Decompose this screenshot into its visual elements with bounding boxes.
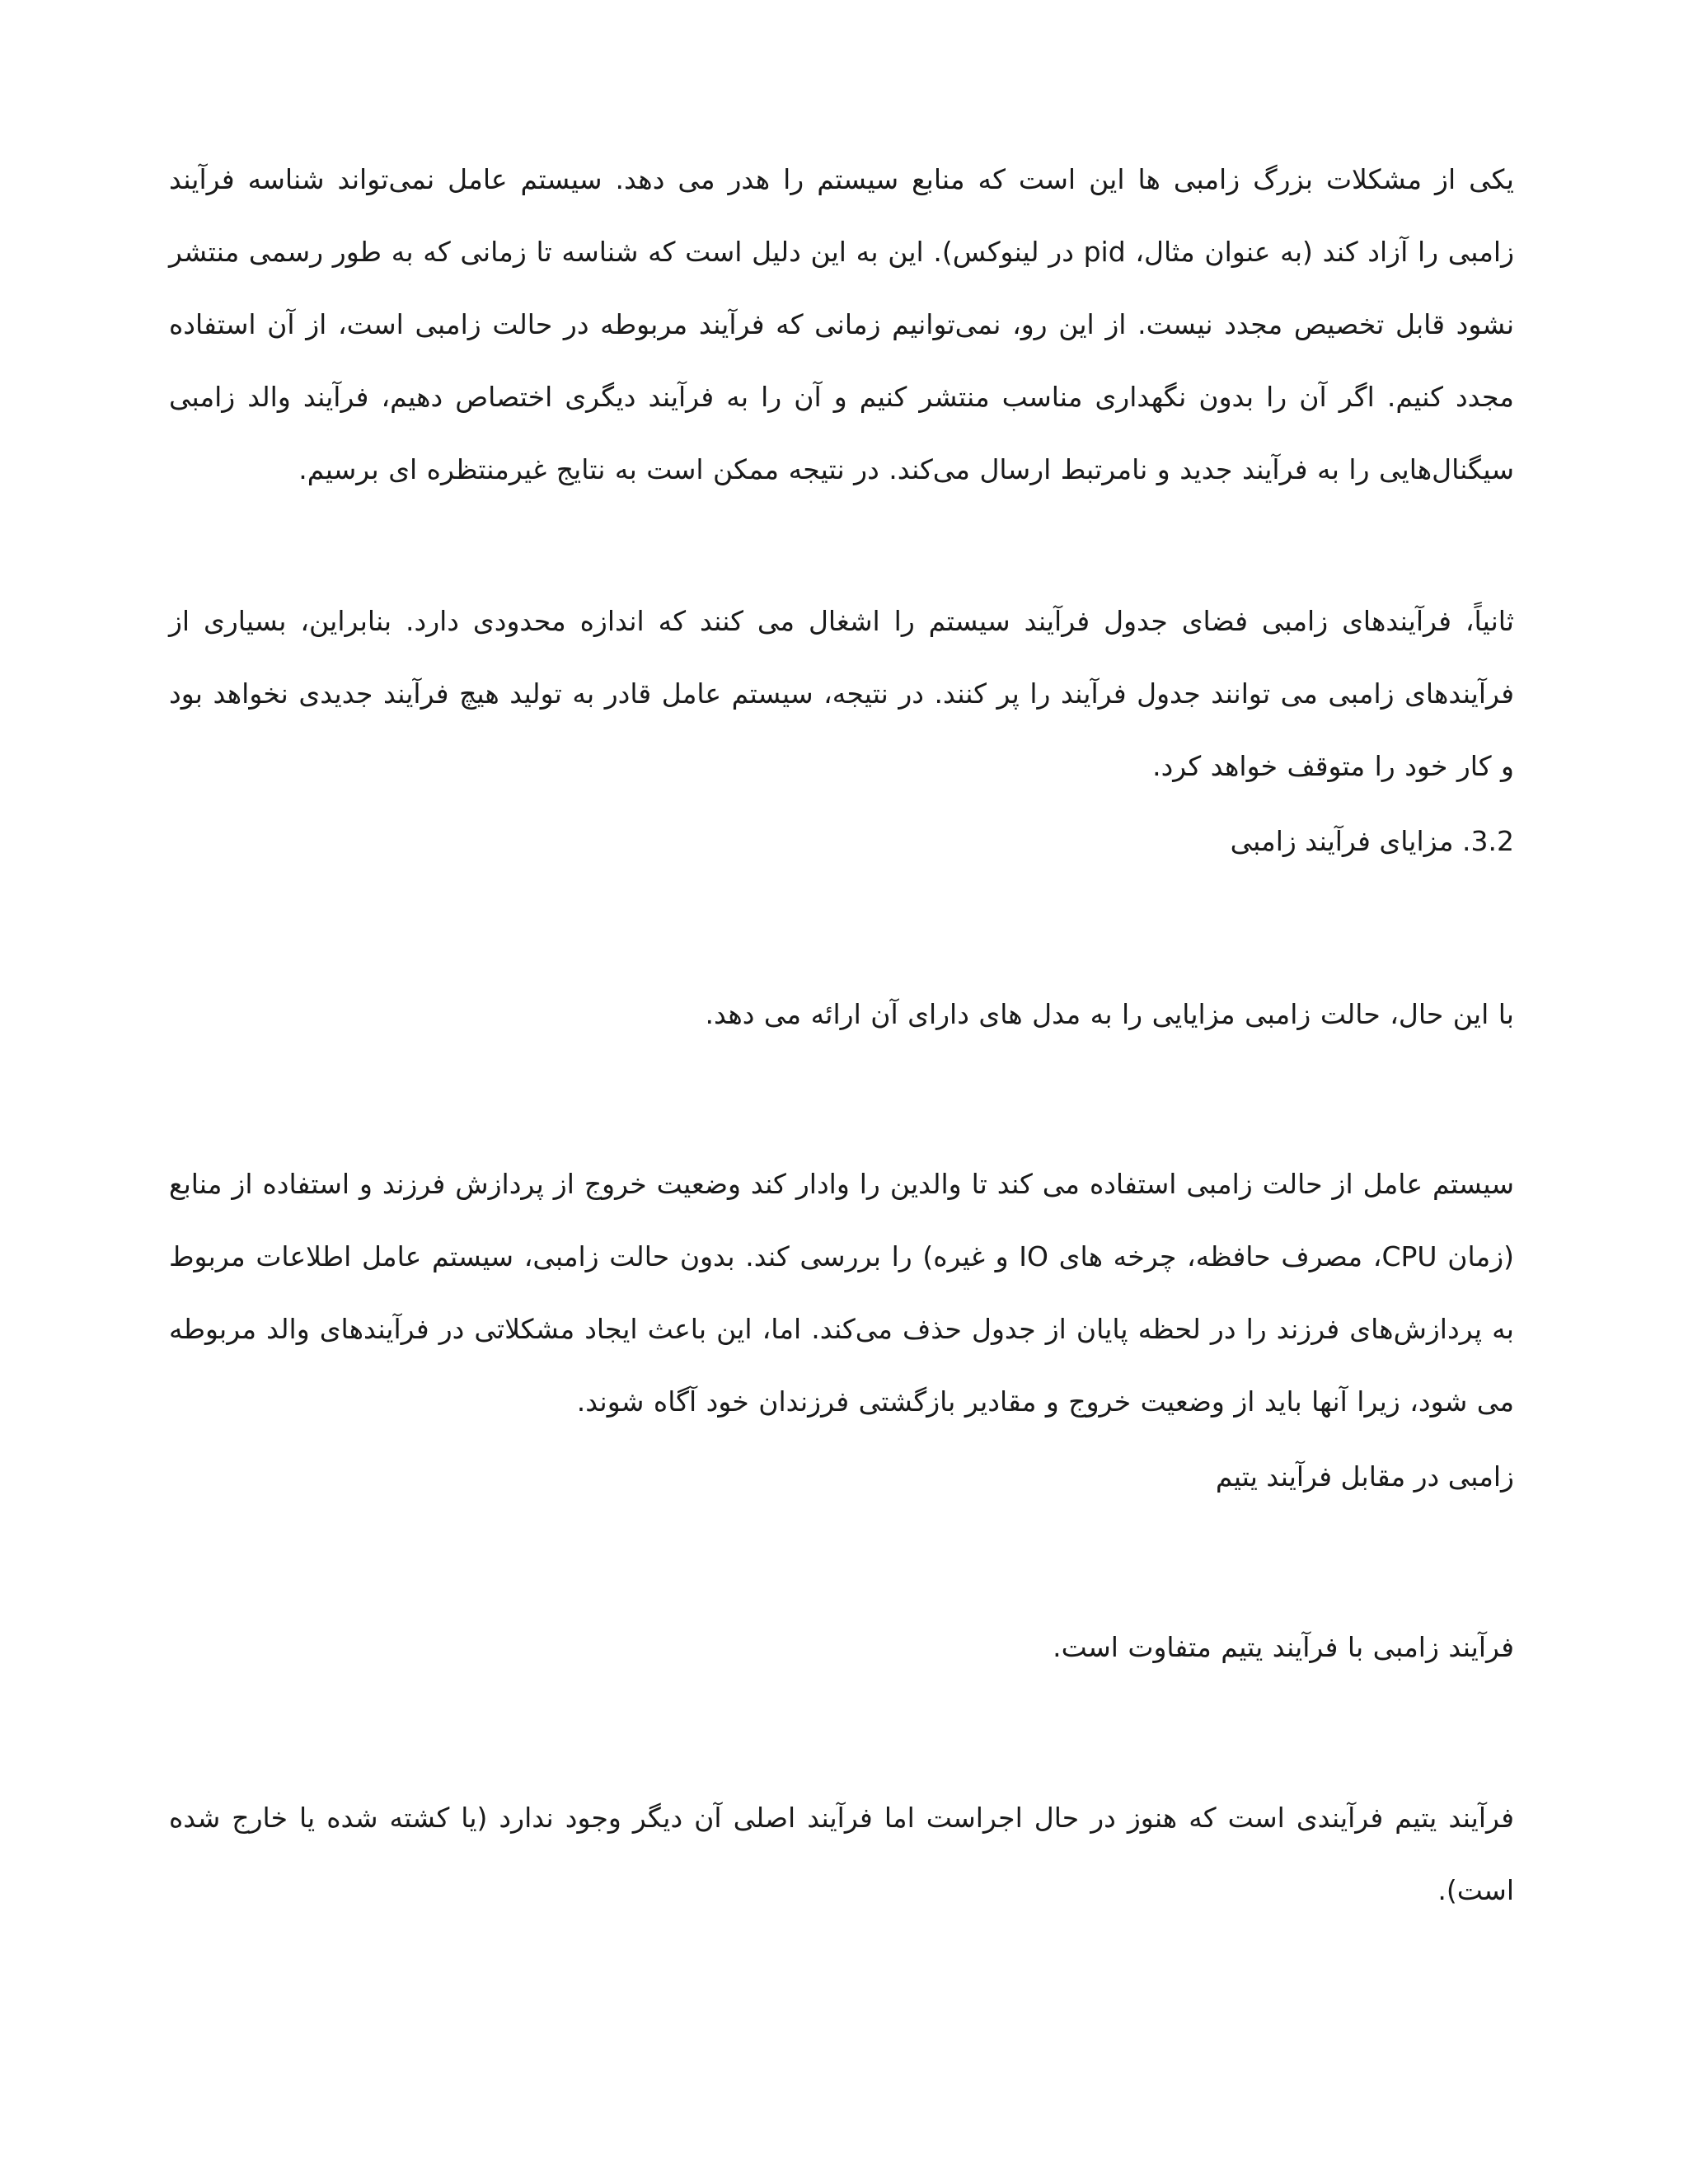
section-heading-zombie-vs-orphan: زامبی در مقابل فرآیند یتیم <box>1215 1460 1514 1493</box>
paragraph-zombie-resource-waste: یکی از مشکلات بزرگ زامبی ها این است که منابع سیستم را هدر می دهد. سیستم عامل نمی‌تواند شناسه فرآیند زامبی را آزاد کند (به عنوان مثال، pid در لینوکس). این به این دلیل است که شناسه تا زمانی که به طور رسمی منتشر نشود قابل تخصیص مجدد نیست. از این رو، نمی‌توانیم زمانی که فرآیند مربوطه در حالت زامبی است، از آن استفاده مجدد کنیم. اگر آن را بدون نگهداری مناسب منتشر کنیم و آن را به فرآیند دیگری اختصاص دهیم، فرآیند والد زامبی سیگنال‌هایی را به فرآیند جدید و نامرتبط ارسال می‌کند. در نتیجه ممکن است به نتایج غیرمنتظره ای برسیم. <box>169 163 1515 485</box>
document-body <box>169 0 1514 2184</box>
paragraph-orphan-definition: فرآیند یتیم فرآیندی است که هنوز در حال اجراست اما فرآیند اصلی آن دیگر وجود ندارد (یا کشته شده یا خارج شده است). <box>169 1802 1514 1906</box>
section-heading-zombie-advantages: 3.2. مزایای فرآیند زامبی <box>1230 825 1514 857</box>
paragraph-zombie-advantages-intro: با این حال، حالت زامبی مزایایی را به مدل های دارای آن ارائه می دهد. <box>705 998 1514 1030</box>
paragraph-zombie-differs-orphan: فرآیند زامبی با فرآیند یتیم متفاوت است. <box>1053 1631 1514 1663</box>
paragraph-process-table-space: ثانیاً، فرآیندهای زامبی فضای جدول فرآیند سیستم را اشغال می کنند که اندازه محدودی دارد. بنابراین، بسیاری از فرآیندهای زامبی می توانند جدول فرآیند را پر کنند. در نتیجه، سیستم عامل قادر به تولید هیچ فرآیند جدیدی نخواهد بود و کار خود را متوقف خواهد کرد. <box>169 605 1514 782</box>
paragraph-exit-status-check: سیستم عامل از حالت زامبی استفاده می کند تا والدین را وادار کند وضعیت خروج از پردازش فرزند و استفاده از منابع (زمان CPU، مصرف حافظه، چرخه های IO و غیره) را بررسی کند. بدون حالت زامبی، سیستم عامل اطلاعات مربوط به پردازش‌های فرزند را در لحظه پایان از جدول حذف می‌کند. اما، این باعث ایجاد مشکلاتی در فرآیندهای والد مربوطه می شود، زیرا آنها باید از وضعیت خروج و مقادیر بازگشتی فرزندان خود آگاه شوند. <box>169 1168 1515 1418</box>
